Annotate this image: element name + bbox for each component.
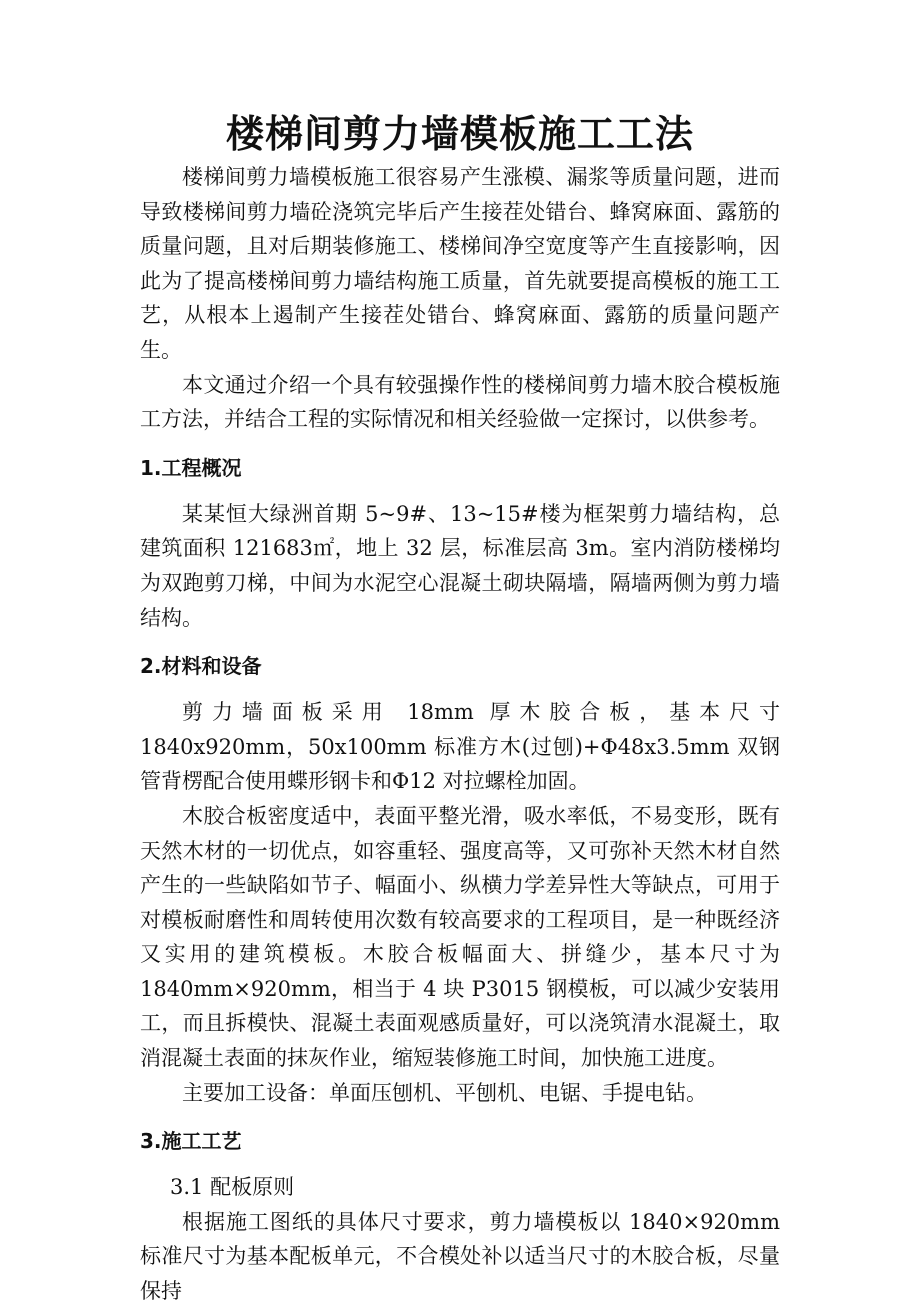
body-paragraph: 某某恒大绿洲首期 5~9#、13~15#楼为框架剪力墙结构，总建筑面积 121683㎡，地上 32 层，标准层高 3m。室内消防楼梯均为双跑剪刀梯，中间为水泥空心混凝土砌块隔墙，隔墙两侧为剪力墙结构。 [140,501,780,630]
body-paragraph: 主要加工设备：单面压刨机、平刨机、电锯、手提电钻。 [182,1080,707,1105]
intro-paragraph: 楼梯间剪力墙模板施工很容易产生涨模、漏浆等质量问题，进而导致楼梯间剪力墙砼浇筑完毕后产生接茬处错台、蜂窝麻面、露筋的质量问题，且对后期装修施工、楼梯间净空宽度等产生直接影响，因此为了提高楼梯间剪力墙结构施工质量，首先就要提高模板的施工工艺，从根本上遏制产生接茬处错台、蜂窝麻面、露筋的质量问题产生。 [140,165,780,362]
document-page [140,108,780,1309]
sub-heading: 3.1 配板原则 [170,1175,295,1200]
body-paragraph: 木胶合板密度适中，表面平整光滑，吸水率低，不易变形，既有天然木材的一切优点，如容重轻、强度高等，又可弥补天然木材自然产生的一些缺陷如节子、幅面小、纵横力学差异性大等缺点，可用于对模板耐磨性和周转使用次数有较高要求的工程项目，是一种既经济又实用的建筑模板。木胶合板幅面大、拼缝少，基本尺寸为 1840mm×920mm，相当于 4 块 P3015 钢模板，可以减少安装用工，而且拆模快、混凝土表面观感质量好，可以浇筑清水混凝土，取消混凝土表面的抹灰作业，缩短装修施工时间，加快施工进度。 [140,803,780,1071]
section-heading: 2.材料和设备 [140,654,262,679]
body-paragraph: 根据施工图纸的具体尺寸要求，剪力墙模板以 1840×920mm 标准尺寸为基本配板单元，不合模处补以适当尺寸的木胶合板，尽量保持 [140,1209,780,1304]
intro-paragraph: 本文通过介绍一个具有较强操作性的楼梯间剪力墙木胶合模板施工方法，并结合工程的实际情况和相关经验做一定探讨，以供参考。 [140,372,780,432]
body-paragraph: 剪力墙面板采用 18mm 厚木胶合板，基本尺寸 1840x920mm，50x100mm 标准方木(过刨)+Φ48x3.5mm 双钢管背楞配合使用蝶形钢卡和Φ12 对拉螺栓加固。 [140,700,780,794]
document-title: 楼梯间剪力墙模板施工工法 [225,111,694,156]
section-heading: 1.工程概况 [140,455,242,480]
section-heading: 3.施工工艺 [140,1129,242,1154]
